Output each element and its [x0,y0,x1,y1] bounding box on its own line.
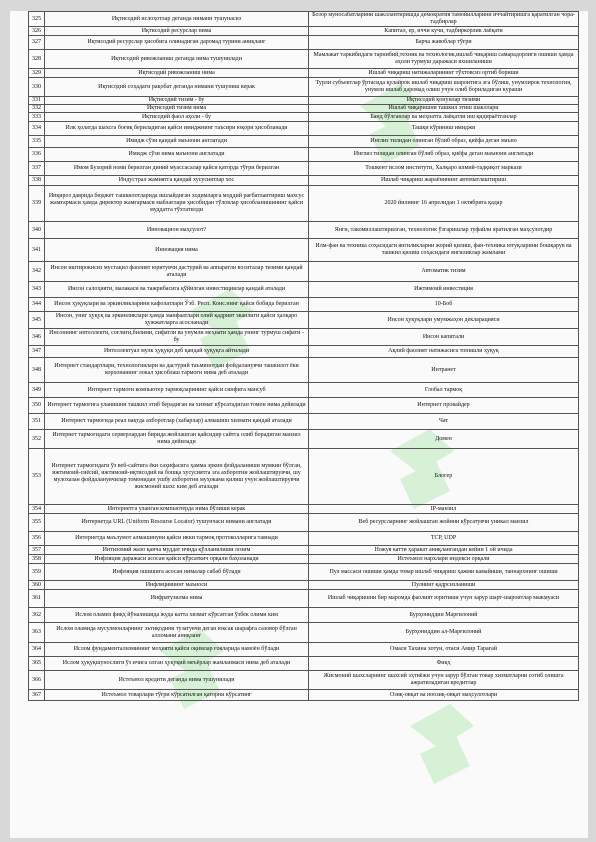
table-row [29,608,579,623]
answer-cell: Блогер [309,449,579,505]
question-cell: Иқтисодий ресурслар нима [45,27,309,36]
table-row [29,514,579,532]
row-number: 330 [29,78,45,97]
question-cell: Иқтисодий тизим - бу [45,97,309,105]
table-row [29,449,579,505]
answer-cell: Пулнинг қадрсизланиши [309,581,579,590]
table-row [29,383,579,398]
table-row [29,430,579,449]
row-number: 337 [29,162,45,176]
table-row [29,36,579,50]
row-number: 345 [29,312,45,329]
row-number: 338 [29,176,45,186]
row-number: 331 [29,97,45,105]
row-number: 339 [29,186,45,222]
table-row [29,690,579,701]
question-cell: Интернет тармоғидаги серверлардан бирида жойлашган қайсидир сайтга олиб борадиган манзил нима дейилади [45,430,309,449]
table-row [29,505,579,514]
document-page [10,11,588,838]
row-number: 349 [29,383,45,398]
question-cell: Илк ҳолатда шахсга боғиқ бериладиган қайси имиджнинг таъсири юқори ҳисобланади [45,122,309,136]
row-number: 361 [29,590,45,608]
row-number: 327 [29,36,45,50]
table-row [29,282,579,298]
row-number: 325 [29,12,45,27]
answer-cell: Ишлаб чиқариш жараёнининг автоматлаштириш [309,176,579,186]
table-row [29,78,579,97]
question-cell: Имом Бухорий номи берилган диний муассасалар қайси қаторда тўғри берилган [45,162,309,176]
answer-cell: Мамлакат таркибидаги тарнибий,техник ва технологик,ишлаб чиқариш самарадорлиги ошиши ҳамда аҳоли турмуш даражаси яхшиланиши [309,50,579,69]
answer-cell: Автоматик тизим [309,262,579,282]
question-cell: Истеъмол товарлари тўғри кўрсатилган қаторни кўрсатинг [45,690,309,701]
question-cell: Интернет тармоғига уланишни ташкил этиб берадиган ва хизмат кўрсатадиган томон нима дейилади [45,398,309,414]
answer-cell: Бозор муносабатларини шакллантиришда демократия тамойилларини иччайтиришга қаратилган чора-тадбирлар [309,12,579,27]
qa-table [28,11,579,701]
table-row [29,398,579,414]
row-number: 363 [29,623,45,643]
question-cell: Интернет стандартлари, технологиялари ва дастурий таъминотдан фойдаланувчи ташкилот ёки корхонанинг локал ҳисоблаш тармоғи нима деб аталади [45,358,309,383]
row-number: 341 [29,239,45,262]
question-cell: Инсон, униг ҳуқуқ ва эркинликлари ҳамда манфаатлари олий қадрият эканлиги қайси ҳалқаро ҳужжатларга асосланади [45,312,309,329]
table-row [29,623,579,643]
table-row [29,671,579,690]
table-row [29,50,579,69]
answer-cell: Янги, такомиллаштирилган, технологик ўзгаришлар туфайли яратилган маҳсулотдир [309,222,579,239]
table-row [29,239,579,262]
question-cell: Индустрал жамиятга қандай хусусиятлар хос [45,176,309,186]
row-number: 355 [29,514,45,532]
row-number: 328 [29,50,45,69]
question-cell: Интернет тармоғи компьютер тармоқларининг қайси синфига мансуб [45,383,309,398]
question-cell: Иқтисодий ресурслар ҳисобига олинадиган даромад турини аниқланг [45,36,309,50]
table-row [29,564,579,581]
table-row [29,643,579,657]
question-cell: Интизомий жазо қанча муддат ичида қўлланилиши лозим [45,546,309,555]
row-number: 346 [29,329,45,346]
answer-cell: Барча жавоблар тўғри [309,36,579,50]
table-row [29,532,579,546]
row-number: 347 [29,346,45,358]
question-cell: Инновацион маҳсулот? [45,222,309,239]
table-row [29,581,579,590]
row-number: 344 [29,298,45,312]
question-cell: Иқтисодий тизим нима [45,105,309,113]
table-row [29,414,579,430]
table-row [29,176,579,186]
answer-cell: Тошкент ислом институти, Халқаро илмий-тадқиқот маркази [309,162,579,176]
table-row [29,186,579,222]
answer-cell: Турли субъектлар ўртасида қулайрок ишлаб чиқариш шароитига эга бўлиш, унумлирок технология, унумли ишлаб даромад олиш учун олиб бориладиган кураши [309,78,579,97]
question-cell: Инсон ҳуқуқлари ва эркинликларини кафолатлари Ўзб. Респ. Конс.нинг қайси бобида берилган [45,298,309,312]
row-number: 356 [29,532,45,546]
answer-cell: Бурҳониддин ал-Марғилоний [309,623,579,643]
answer-cell: Омаси Тахина хотун, отаси Амир Тарағай [309,643,579,657]
table-row [29,555,579,564]
question-cell: Инновация нима [45,239,309,262]
question-cell: Истеъмол кредити деганда нима тушунилади [45,671,309,690]
row-number: 364 [29,643,45,657]
row-number: 326 [29,27,45,36]
answer-cell: Интернет провайдер [309,398,579,414]
question-cell: Иқтисодий соҳадаги рақобат деганда нимани тушуниш керак [45,78,309,97]
row-number: 360 [29,581,45,590]
row-number: 357 [29,546,45,555]
question-cell: Интернетда URL (Uniform Resourse Locator) тушунчаси нимани англатади [45,514,309,532]
answer-cell: Инсон ҳуқуқлари умумжаҳон декларацияси [309,312,579,329]
question-cell: Инфляциянинг маъноси [45,581,309,590]
table-row [29,12,579,27]
answer-cell: Жисмоний шахсларнинг шахсий эҳтиёжи учун зарур бўлган товар хизматларни сотиб олишга ажратиладиган кредитлар [309,671,579,690]
answer-cell: Истеъмол нархлари индекси орқали [309,555,579,564]
row-number: 366 [29,671,45,690]
row-number: 336 [29,148,45,162]
answer-cell: Инсон капитали [309,329,579,346]
answer-cell: IP-манзил [309,505,579,514]
answer-cell: Бурҳониддин Марғилоний [309,608,579,623]
question-cell: Инқироз даврида бюджет ташкилотларида ишлайдиган ходимларга моддий рағбатлантириш махсус жамғармаси ҳамда директор жамғармаси маблағлари ҳисобидан тўловлар ҳисобланишининг қайси муддатга тўхтатилди [45,186,309,222]
answer-cell: Ишлаб чиқаришни бир маромда фаолият юритиши учун зарур шарт-шароитлар мажмуаси [309,590,579,608]
question-cell: Иқтисодий фаол аҳоли - бу [45,113,309,122]
question-cell: Иқтисодий ривожланиш нима [45,69,309,78]
question-cell: Имидж сўзи қандай маънони англатади [45,136,309,148]
answer-cell: Ташқи кўриниш имиджи [309,122,579,136]
row-number: 332 [29,105,45,113]
row-number: 342 [29,262,45,282]
row-number: 365 [29,657,45,671]
question-cell: Инсоннинг интеллекти, соғлиғи,билими, сифатли ва унумли меҳнати ҳамда унинг турмуш сифати - бу [45,329,309,346]
answer-cell: Веб ресурсларнинг жойлашган жойини кўрсатувчи уникал манзил [309,514,579,532]
question-cell: Инсон салоҳияти, малакаси ва тажрибасига қўйилган инвестициялар қандай аталади [45,282,309,298]
answer-cell: Интранет [309,358,579,383]
table-row [29,97,579,105]
question-cell: Инфратузилма нима [45,590,309,608]
table-row [29,329,579,346]
question-cell: Интеллектуал мулк ҳуқуқи деб қандай ҳуқуқга айтилади [45,346,309,358]
question-cell: Ислом ҳуқуқшунослиги ўз ичига олган ҳуқуқий меъёрлар жамланмаси нима деб аталади [45,657,309,671]
row-number: 353 [29,449,45,505]
table-row [29,136,579,148]
row-number: 335 [29,136,45,148]
question-cell: Интернетда маълумот алмашинуви қайси икки тармоқ протоколларига таянади [45,532,309,546]
row-number: 352 [29,430,45,449]
table-row [29,312,579,329]
answer-cell: Чат [309,414,579,430]
question-cell: Иқтисодий ривожланиш деганда нима тушунилади [45,50,309,69]
table-row [29,657,579,671]
answer-cell: Глобал тармоқ [309,383,579,398]
question-cell: Ислом оламида мусулмонларнинг эътиқодини тузатувчи деган юксак шарафга сазовор бўлган алломани аниқланг [45,623,309,643]
table-row [29,358,579,383]
question-cell: Иқтисодий иcлоҳотлар деганда нимани тушунасиз [45,12,309,27]
answer-cell: Ақлий фаолият натижасига топишли ҳуқуқ [309,346,579,358]
answer-cell: Фиқҳ [309,657,579,671]
row-number: 348 [29,358,45,383]
answer-cell: Капитал, ер, иччи кучи, тадбиркорлик лаёқати [309,27,579,36]
question-cell: Инсон иштирокисиз мустақил фаолият юритувчи дастурий ва аппаратли воситалар тизими қандай аталади [45,262,309,282]
row-number: 334 [29,122,45,136]
question-cell: Ислом фундаментализмининг моҳияти қайси оқимлар ғояларида намоён бўлади [45,643,309,657]
answer-cell: Озиқ-овқат ва ноозиқ-овқат маҳсулотлари [309,690,579,701]
row-number: 354 [29,505,45,514]
table-row [29,222,579,239]
table-row [29,162,579,176]
answer-cell: Банд бўлганлар ва меҳнатга лаёқатли иш қидираётганлар [309,113,579,122]
row-number: 333 [29,113,45,122]
row-number: 362 [29,608,45,623]
answer-cell: 10-Боб [309,298,579,312]
row-number: 358 [29,555,45,564]
question-cell: Инфляция ошишига асосан нималар сабаб бўлади [45,564,309,581]
answer-cell: Пул массаси ошиши ҳамда товар ишлаб чиқариш ҳажми камайиши, таннархнинг ошиши [309,564,579,581]
answer-cell: Илм-фан ва техника соҳасидаги янгиликларни жорий қилиш, фан-техника ютуқларини бошқарув ва ташкил қилиш соҳасидаги янгиликлар жамлами [309,239,579,262]
table-row [29,262,579,282]
table-row [29,105,579,113]
question-cell: Ислом оламиз фиқҳ йўналишида жуда катта хизмат кўрсатган ўзбек олими ким [45,608,309,623]
row-number: 343 [29,282,45,298]
table-row [29,27,579,36]
table-row [29,590,579,608]
answer-cell: Иқтисодий қонунлар тизими [309,97,579,105]
answer-cell: 2020 йилнинг 16 апрелидан 1 октябрига қадар [309,186,579,222]
row-number: 329 [29,69,45,78]
answer-cell: Ижтимоий инвестиция [309,282,579,298]
table-row [29,148,579,162]
answer-cell: Ножуя катти ҳаракат аниқлангандан кейин 1 ой ичида [309,546,579,555]
table-row [29,546,579,555]
row-number: 351 [29,414,45,430]
row-number: 367 [29,690,45,701]
table-row [29,113,579,122]
answer-cell: Инглиз тилидан олинган бўлиб образ, қиёфа деган маъно [309,136,579,148]
table-row [29,346,579,358]
row-number: 340 [29,222,45,239]
question-cell: Имидж сўзи нима маънони англатади [45,148,309,162]
answer-cell: Ишлаб чиқариш натижаларининг тўхтовсиз ортиб бориши [309,69,579,78]
row-number: 350 [29,398,45,414]
table-row [29,69,579,78]
answer-cell: TCP, UDP [309,532,579,546]
question-cell: Интернет тармоғида реал вақтда ахборотлар (хабарлар) алмашиш хизмати қандай аталади [45,414,309,430]
table-row [29,298,579,312]
answer-cell: Инглиз тилидан олинган бўлиб образ, қиёфа деган маънони англатади [309,148,579,162]
row-number: 359 [29,564,45,581]
question-cell: Инфляция даражаси асосан қайси кўрсаткич орқали баҳоланади [45,555,309,564]
question-cell: Интернетга уланган компьютерда нима бўлиши керак [45,505,309,514]
question-cell: Интернет тармоғидаги ўз веб-сайтига ёки саҳифасига ҳамма эркин фойдаланиши мумкин бўлган, ижтимоий-сиёсий, ижтимоий-иқтисодий ва бошқа хусусиятга эга ахборотни жойлаштирувчи, шу мулохазан фойдаланувчилар томонидан ушбу ахборотни муҳокама қилиш учун жойлаштирувчи жисмоний шахс ким деб аталади [45,449,309,505]
answer-cell: Ишлаб чиқаришни ташкил этиш шакллари [309,105,579,113]
table-row [29,122,579,136]
answer-cell: Домен [309,430,579,449]
